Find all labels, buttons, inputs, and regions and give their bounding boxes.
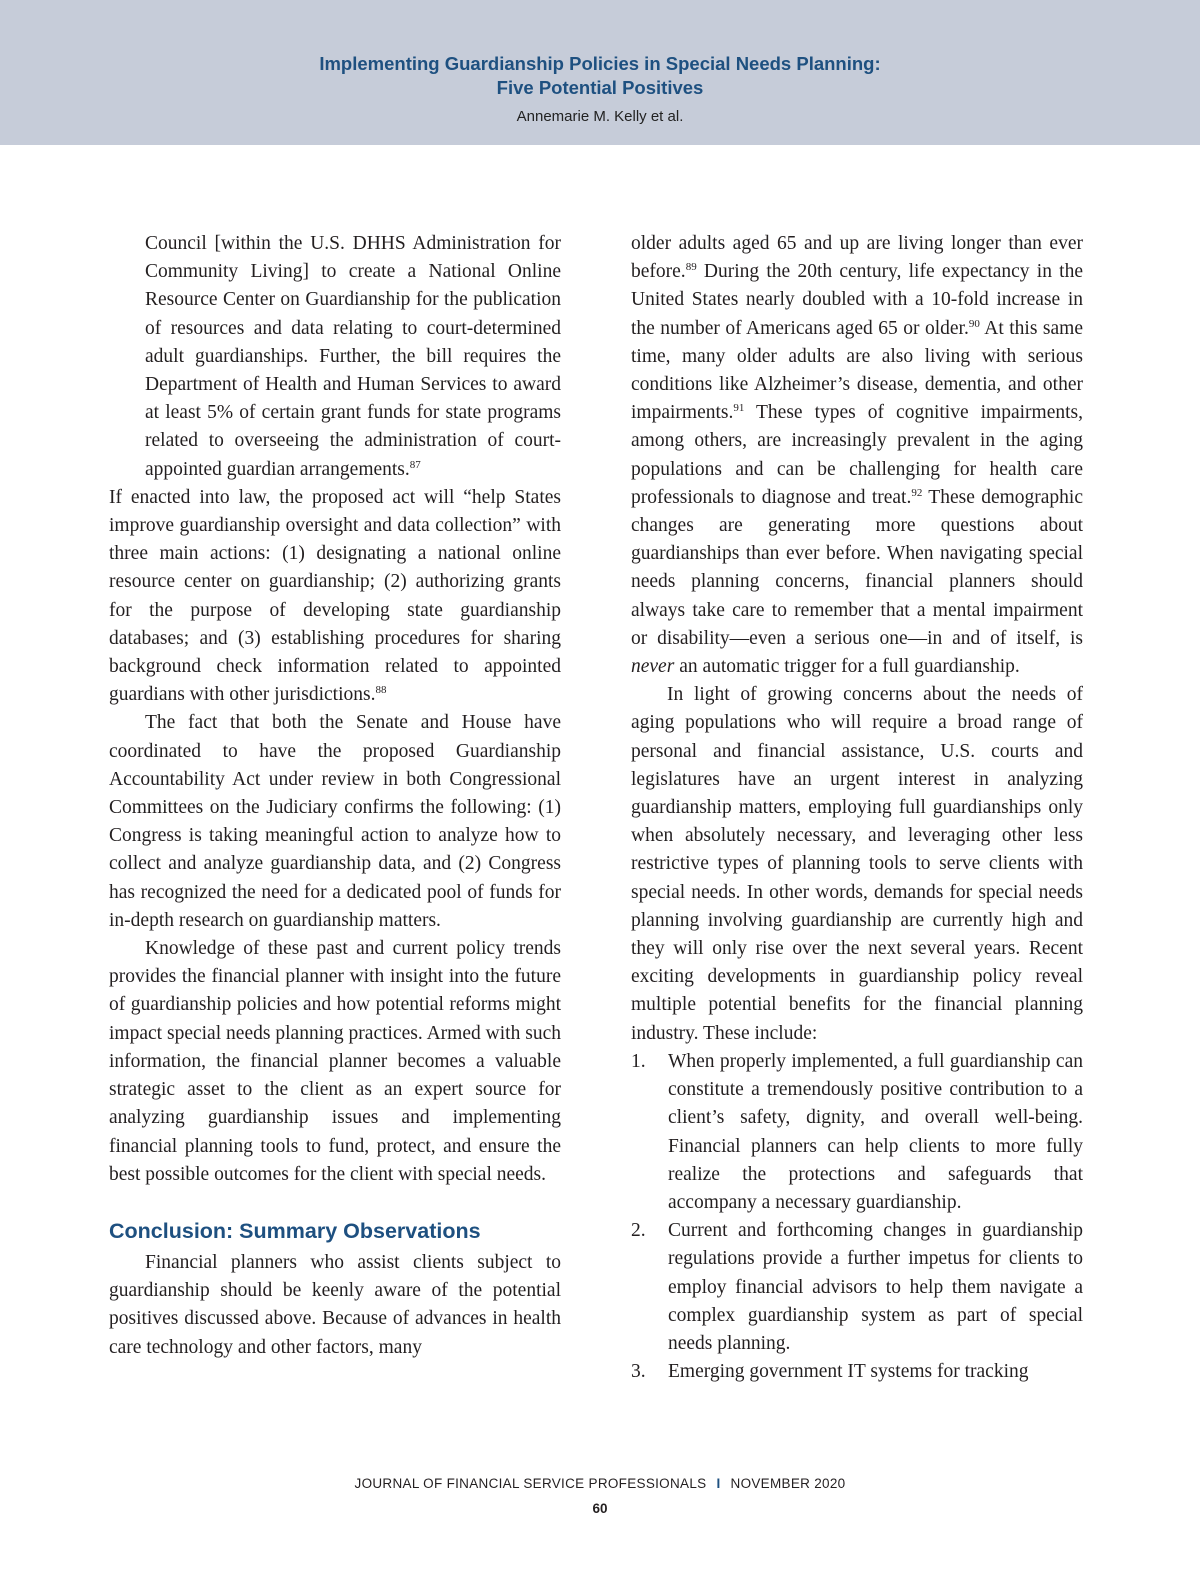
body-paragraph: Knowledge of these past and current policy trends provides the financial planner with insight into the future of guardianship policies and how potential reforms might impact special needs planning practices. Armed with such information, the financial planner becomes a valuable strategic asset to the client as an expert source for analyzing guardianship issues and implementing financial planning tools to fund, protect, and ensure the best possible outcomes for the client with special needs. <box>109 938 561 1185</box>
page-number: 60 <box>592 1501 608 1516</box>
running-header <box>0 0 1200 145</box>
quoted-bill-paragraph: Council [within the U.S. DHHS Administration for Community Living] to create a National Online Resource Center on Guardianship for the publication of resources and data relating to court-determined adult guardianships. Further, the bill requires the Department of Health and Human Services to award at least 5% of certain grant funds for state programs related to overseeing the administration of court-appointed guardian arrangements.$^{87}$ <box>145 233 561 480</box>
section-heading-conclusion: Conclusion: Summary Observations <box>109 1218 481 1243</box>
list-item <box>631 1358 1083 1386</box>
body-paragraph: older adults aged 65 and up are living longer than ever before.$^{89}$ During the 20th century, life expectancy in the United States nearly doubled with a 10-fold increase in the number of Americans aged 65 or older.$^{90}$ At this same time, many older adults are also living with serious conditions like Alzheimer’s disease, dementia, and other impairments.$^{91}$ These types of cognitive impairments, among others, are increasingly prevalent in the aging populations and can be challenging for health care professionals to diagnose and treat.$^{92}$ These demographic changes are generating more questions about guardianships than ever before. When navigating special needs planning concerns, financial planners should always take care to remember that a mental impairment or disability—even a serious one—in and of itself, is never an automatic trigger for a full guardianship. <box>631 233 1083 678</box>
issue-date: NOVEMBER 2020 <box>730 1476 846 1491</box>
list-item <box>631 1217 1083 1358</box>
footnote-ref-88: 88 <box>375 684 387 697</box>
article-authors: Annemarie M. Kelly et al. <box>516 108 684 125</box>
list-item-number: 1. <box>631 1050 646 1072</box>
body-paragraph: Financial planners who assist clients subject to guardianship should be keenly aware of the potential positives discussed above. Because of advances in health care technology and other factors, many <box>109 1251 561 1358</box>
footnote-ref-90: 90 <box>968 317 980 330</box>
article-title-line-2: Five Potential Positives <box>496 77 704 98</box>
footnote-ref-91: 91 <box>733 402 745 415</box>
left-column <box>109 230 561 1362</box>
list-item-text: Emerging government IT systems for tracking <box>668 1361 1029 1383</box>
list-item <box>631 1048 1083 1217</box>
body-paragraph: If enacted into law, the proposed act will “help States improve guardianship oversight and data collection” with three main actions: (1) designating a national online resource center on guardianship; (2) authorizing grants for the purpose of developing state guardianship databases; and (3) establishing procedures for sharing background check information related to appointed guardians with other jurisdictions.$^{88}$ <box>109 486 561 706</box>
running-footer <box>0 1476 1200 1491</box>
emphasis-never: never <box>631 656 675 678</box>
article-title-line-1: Implementing Guardianship Policies in Special Needs Planning: <box>319 53 881 74</box>
list-item-text: Current and forthcoming changes in guardianship regulations provide a further impetus for clients to employ financial advisors to help them navigate a complex guardianship system as part of special needs planning. <box>668 1220 1083 1354</box>
footnote-ref-87: 87 <box>409 458 421 471</box>
footnote-ref-89: 89 <box>685 261 697 274</box>
footnote-ref-92: 92 <box>911 486 923 499</box>
body-paragraph: The fact that both the Senate and House have coordinated to have the proposed Guardianship Accountability Act under review in both Congressional Committees on the Judiciary confirms the following: (1) Congress is taking meaningful action to analyze how to collect and analyze guardianship data, and (2) Congress has recognized the need for a dedicated pool of funds for in-depth research on guardianship matters. <box>109 712 561 931</box>
list-item-number: 2. <box>631 1220 646 1242</box>
footer-separator: I <box>716 1476 721 1491</box>
article-title <box>0 52 1200 100</box>
journal-name: JOURNAL OF FINANCIAL SERVICE PROFESSIONALS <box>354 1476 707 1491</box>
benefits-list <box>631 1048 1083 1386</box>
right-column <box>631 230 1083 1386</box>
list-item-text: When properly implemented, a full guardianship can constitute a tremendously positive contribution to a client’s safety, dignity, and overall well-being. Financial planners can help clients to more fully realize the protections and safeguards that accompany a necessary guardianship. <box>668 1050 1083 1213</box>
list-item-number: 3. <box>631 1361 646 1383</box>
body-paragraph: In light of growing concerns about the needs of aging populations who will require a broad range of personal and financial assistance, U.S. courts and legislatures have an urgent interest in analyzing guardianship matters, employing full guardianships only when absolutely necessary, and leveraging other less restrictive types of planning tools to serve clients with special needs. In other words, demands for special needs planning involving guardianship are currently high and they will only rise over the next several years. Recent exciting developments in guardianship policy reveal multiple potential benefits for the financial planning industry. These include: <box>631 684 1083 1044</box>
